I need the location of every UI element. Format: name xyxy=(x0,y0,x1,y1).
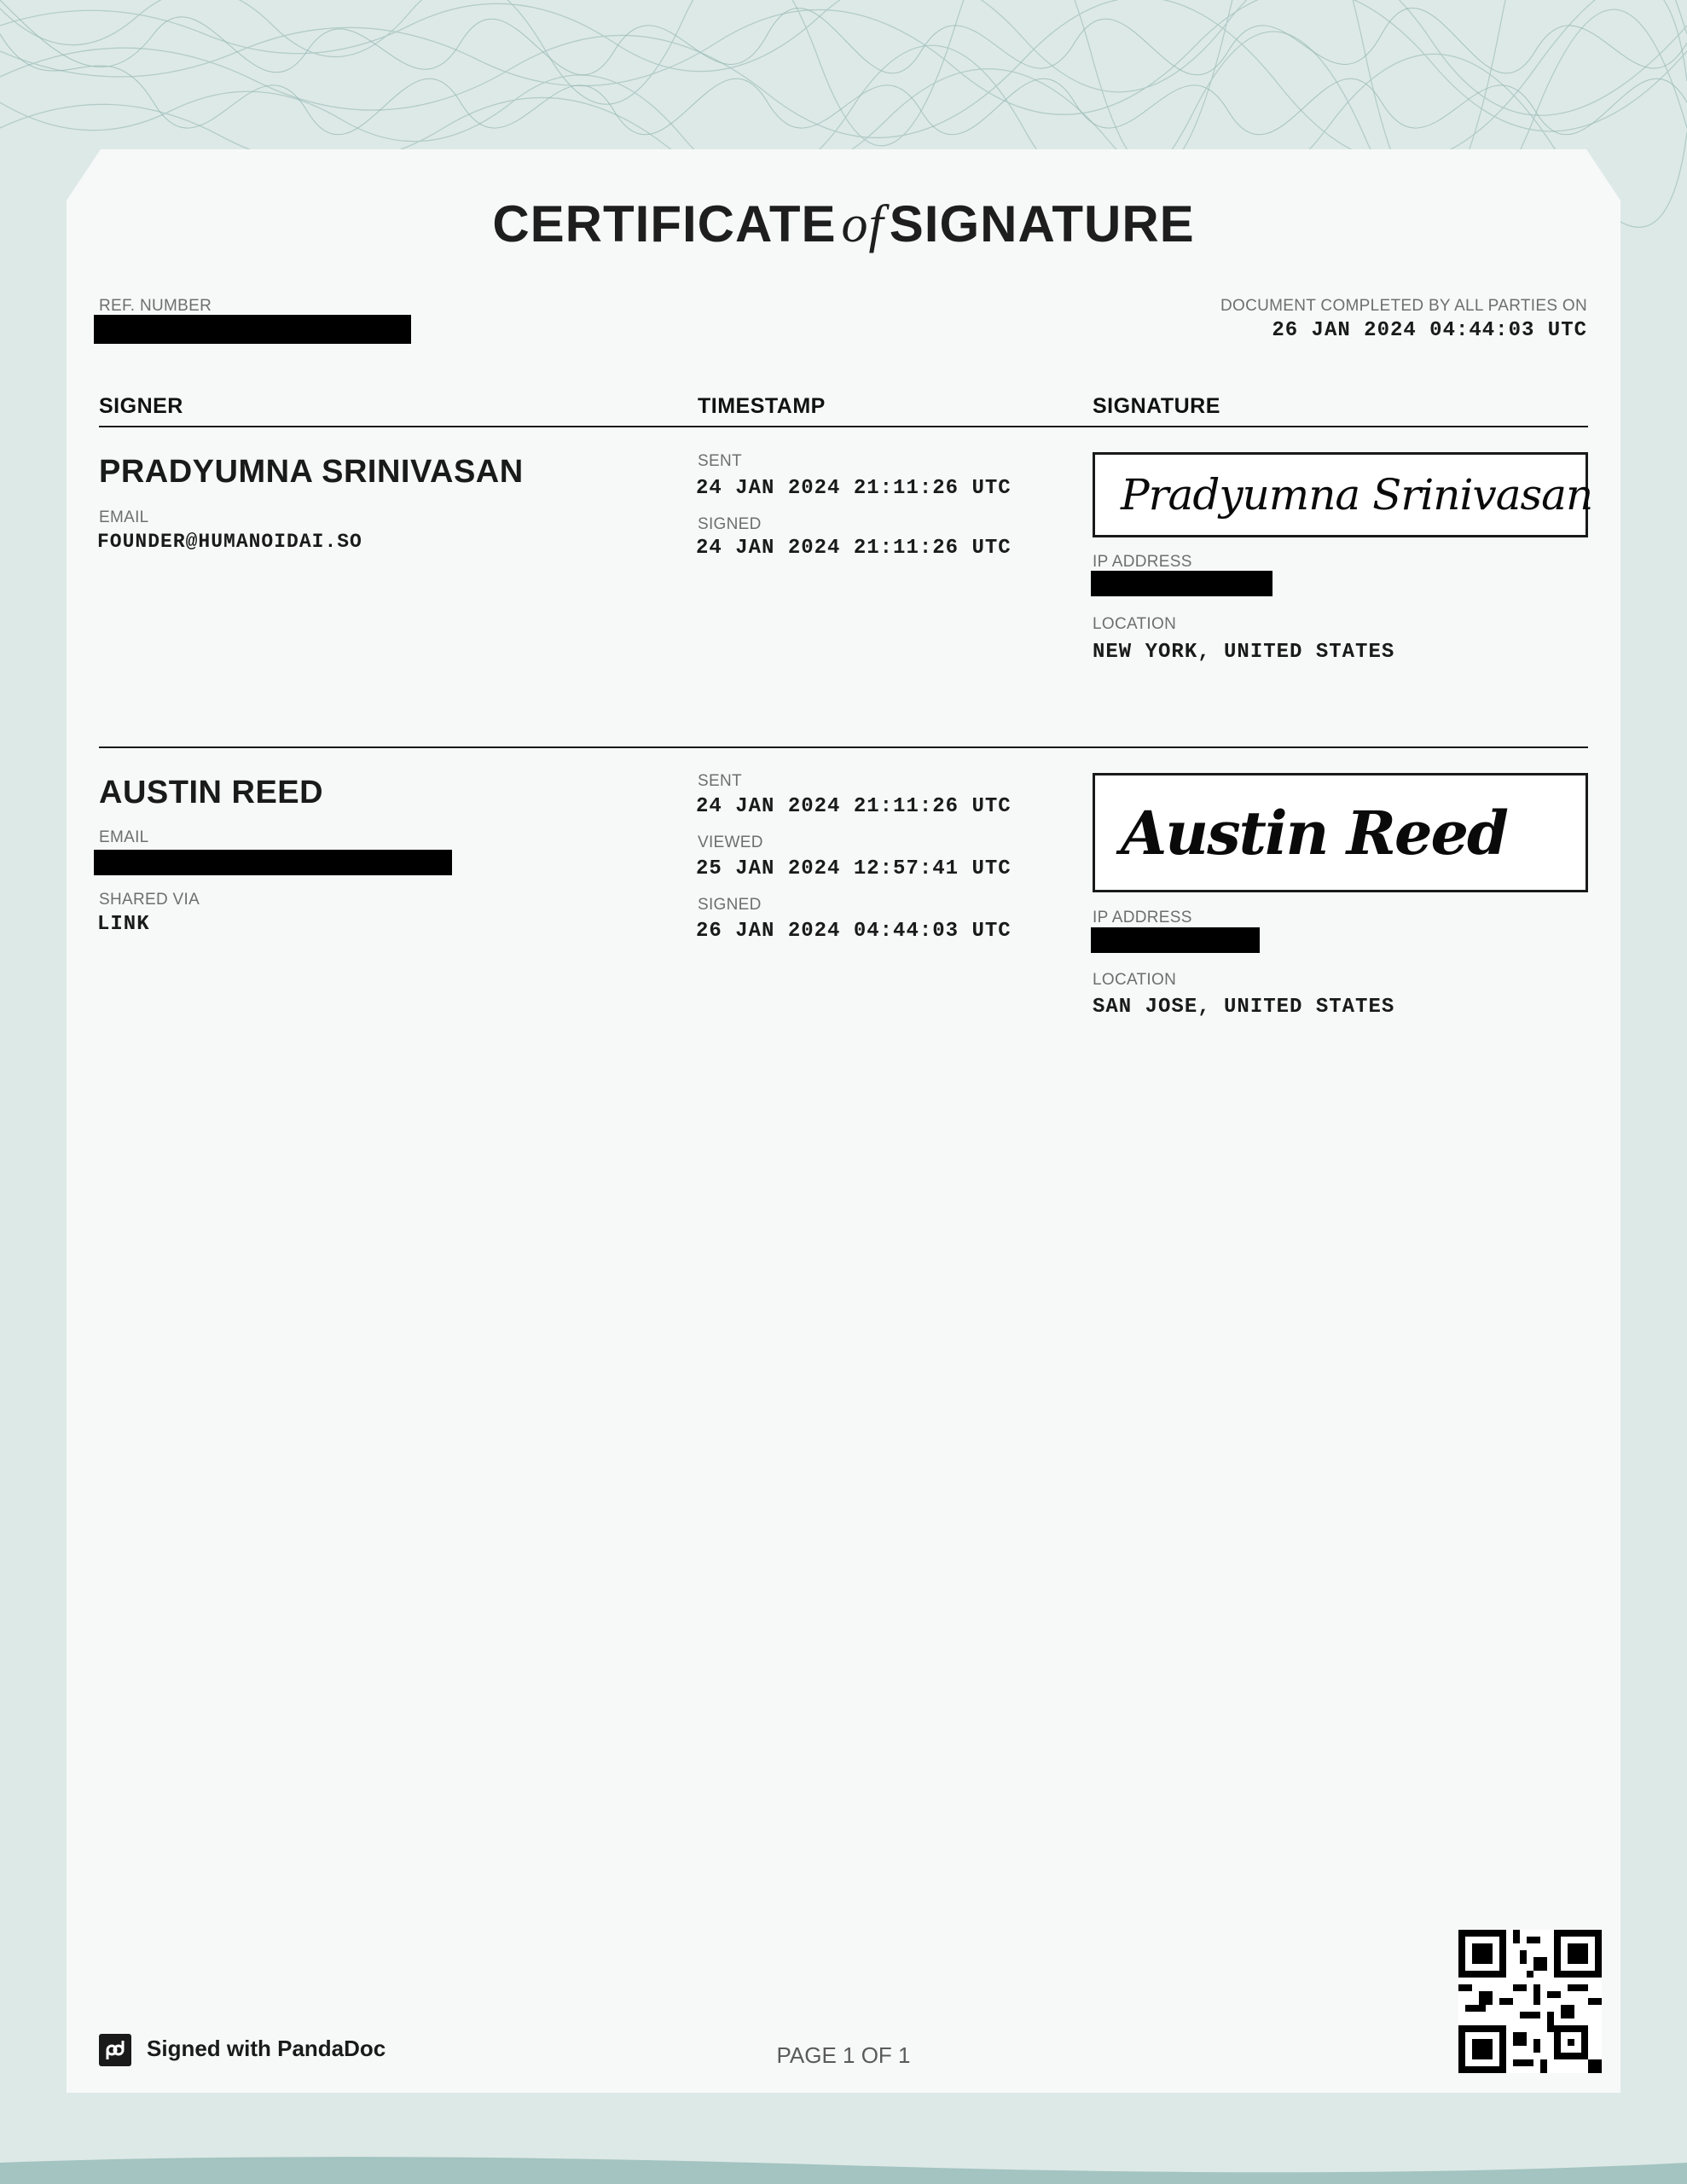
ref-number-redaction xyxy=(94,315,411,344)
ref-number-label: REF. NUMBER xyxy=(99,297,212,315)
signed-label: SIGNED xyxy=(698,515,762,533)
certificate-page xyxy=(67,149,1620,2093)
signed-value: 26 JAN 2024 04:44:03 UTC xyxy=(696,920,1012,943)
viewed-value: 25 JAN 2024 12:57:41 UTC xyxy=(696,857,1012,880)
viewed-label: VIEWED xyxy=(698,834,763,851)
sent-label: SENT xyxy=(698,772,742,790)
column-header-signer: SIGNER xyxy=(99,394,183,418)
completed-date: 26 JAN 2024 04:44:03 UTC xyxy=(1272,319,1587,342)
completed-label: DOCUMENT COMPLETED BY ALL PARTIES ON xyxy=(1220,297,1587,315)
email-label: EMAIL xyxy=(99,828,149,846)
signed-value: 24 JAN 2024 21:11:26 UTC xyxy=(696,537,1012,560)
ip-address-redaction xyxy=(1091,571,1272,596)
signature-image: Austin Reed xyxy=(1121,798,1507,868)
sent-value: 24 JAN 2024 21:11:26 UTC xyxy=(696,477,1012,500)
location-label: LOCATION xyxy=(1093,971,1177,989)
signature-box xyxy=(1093,452,1593,537)
signature-box xyxy=(1093,773,1588,892)
title-word-signature: SIGNATURE xyxy=(889,195,1195,253)
column-header-signature: SIGNATURE xyxy=(1093,394,1220,418)
location-value: SAN JOSE, UNITED STATES xyxy=(1093,996,1395,1019)
certificate-title xyxy=(0,195,1687,255)
email-value: FOUNDER@HUMANOIDAI.SO xyxy=(97,531,362,553)
location-value: NEW YORK, UNITED STATES xyxy=(1093,641,1395,664)
signer-divider xyxy=(99,746,1588,748)
ip-address-label: IP ADDRESS xyxy=(1093,553,1192,571)
sent-label: SENT xyxy=(698,452,742,470)
location-label: LOCATION xyxy=(1093,615,1177,633)
signed-with-pandadoc: Signed with PandaDoc xyxy=(147,2036,386,2061)
signature-image: Pradyumna Srinivasan xyxy=(1121,470,1593,520)
ip-address-redaction xyxy=(1091,927,1260,953)
signer-name: AUSTIN REED xyxy=(99,775,324,810)
shared-via-label: SHARED VIA xyxy=(99,891,200,909)
title-word-of: of xyxy=(841,195,884,253)
column-header-timestamp: TIMESTAMP xyxy=(698,394,826,418)
signed-label: SIGNED xyxy=(698,896,762,914)
sent-value: 24 JAN 2024 21:11:26 UTC xyxy=(696,795,1012,818)
email-redaction xyxy=(94,850,452,875)
shared-via-value: LINK xyxy=(97,913,150,936)
email-label: EMAIL xyxy=(99,508,149,526)
ip-address-label: IP ADDRESS xyxy=(1093,909,1192,926)
qr-code-icon xyxy=(1458,1930,1602,2073)
title-word-certificate: CERTIFICATE xyxy=(492,195,837,253)
signer-name: PRADYUMNA SRINIVASAN xyxy=(99,454,524,490)
header-rule xyxy=(99,426,1588,427)
page-indicator: PAGE 1 OF 1 xyxy=(776,2042,911,2068)
